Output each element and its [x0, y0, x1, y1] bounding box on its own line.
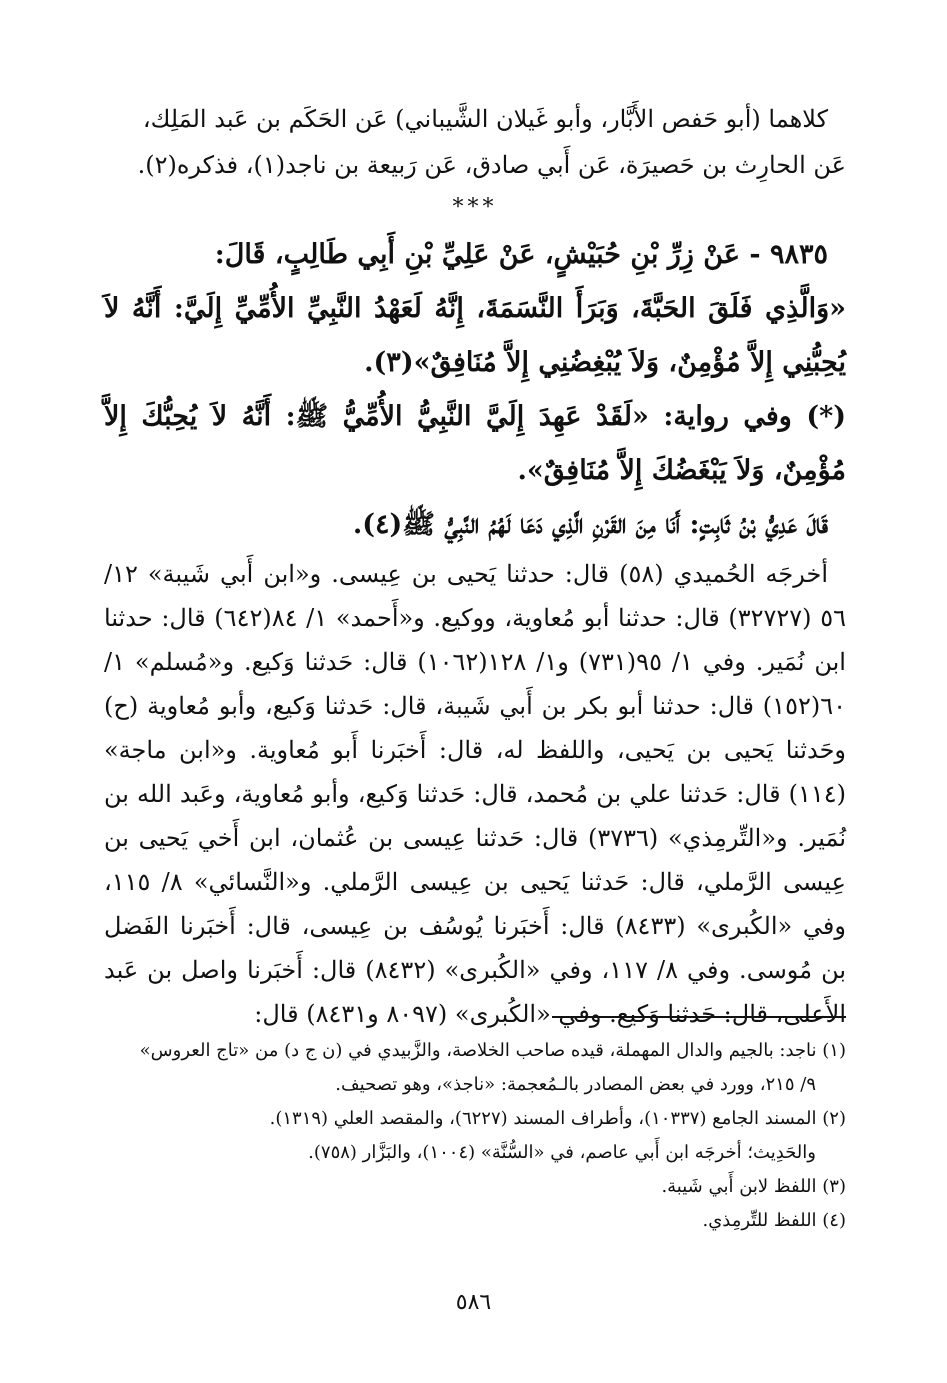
footnote-divider — [552, 1016, 846, 1018]
section-separator: *** — [452, 195, 498, 220]
takhrij-paragraph: أخرجَه الحُميدي (٥٨) قال: حدثنا يَحيى بن عِيسى. و«ابن أَبي شَيبة» ١٢/ ٥٦ (٣٢٧٢٧) قال: حدثنا أبو مُعاوية، ووكيع. و«أَحمد» ١/ ٨٤(٦٤٢) قال: حدثنا ابن نُمَير. وفي ١/ ٩٥(٧٣١) و١/ ١٢٨(١٠٦٢) قال: حَدثنا وَكيع. و«مُسلم» ١/ ٦٠(١٥٢) قال: حدثنا أبو بكر بن أَبي شَيبة، قال: حَدثنا وَكيع، وأبو مُعاوية (ح) وحَدثنا يَحيى بن يَحيى، واللفظ له، قال: أَخبَرنا أَبو مُعاوية. و«ابن ماجة» (١١٤) قال: حَدثنا علي بن مُحمد، قال: حَدثنا وَكيع، وأبو مُعاوية، وعَبد الله بن نُمَير. و«التِّرمِذي» (٣٧٣٦) قال: حَدثنا عِيسى بن عُثمان، ابن أَخي يَحيى بن عِيسى الرَّملي، قال: حَدثنا يَحيى بن عِيسى الرَّملي. و«النَّسائي» ٨/ ١١٥، وفي «الكُبرى» (٨٤٣٣) قال: أَخبَرنا يُوسُف بن عِيسى، قال: أَخبَرنا الفَضل بن مُوسى. وفي ٨/ ١١٧، وفي «الكُبرى» (٨٤٣٢) قال: أَخبَرنا واصل بن عَبد الأَعلى، قال: حَدثنا وَكيع. وفي «الكُبرى» (٨٠٩٧ و٨٤٣١) قال: — [104, 560, 847, 1028]
main-text — [104, 96, 846, 1036]
hadith-variant-narration: (*) وفي رواية: «لَقَدْ عَهِدَ إِلَيَّ النَّبِيُّ الأُمِّيُّ ﷺ: أَنَّهُ لاَ يُحِبُّكَ إِلاَّ مُؤْمِنٌ، وَلاَ يَبْغَضُكَ إِلاَّ مُنَافِقٌ». — [104, 401, 846, 486]
intro-line-1: كلاهما (أبو حَفص الأَبَّار، وأبو غَيلان الشَّيباني) عَن الحَكَم بن عَبد المَلِك، — [142, 105, 828, 133]
hadith-text: «وَالَّذِي فَلَقَ الحَبَّةَ، وَبَرَأَ النَّسَمَةَ، إِنَّهُ لَعَهْدُ النَّبِيِّ الأُمِّيِّ إِلَيَّ: أَنَّهُ لاَ يُحِبُّنِي إِلاَّ مُؤْمِنٌ، وَلاَ يُبْغِضُنِي إِلاَّ مُنَافِقٌ»(٣). — [104, 293, 846, 378]
footnote-2-line-2: والحَدِيث؛ أخرجَه ابن أَبي عاصم، في «السُّنَّة» (١٠٠٤)، والبَزَّار (٧٥٨). — [308, 1142, 816, 1163]
hadith-heading: ٩٨٣٥ - عَنْ زِرِّ بْنِ حُبَيْشٍ، عَنْ عَلِيِّ بْنِ أَبِي طَالِبٍ، قَالَ: — [214, 239, 828, 270]
intro-line-2: عَن الحارِث بن حَصيرَة، عَن أَبي صادق، عَن رَبيعة بن ناجد(١)، فذكره(٢). — [137, 151, 846, 179]
footnote-3: (٣) اللفظ لابن أَبي شَيبة. — [661, 1176, 846, 1197]
hadith-adi-statement: قَالَ عَدِيُّ بْنُ ثَابِتٍ: أَنَا مِنَ القَرْنِ الَّذِي دَعَا لَهُمُ النَّبِيُّ ﷺ(٤). — [352, 509, 828, 540]
footnote-2-line-1: (٢) المسند الجامع (١٠٣٣٧)، وأطراف المسند (٦٢٢٧)، والمقصد العلي (١٣١٩). — [269, 1108, 846, 1129]
footnote-4: (٤) اللفظ للتِّرمِذي. — [702, 1210, 846, 1231]
footnote-1-line-1: (١) ناجد: بالجيم والدال المهملة، قيده صاحب الخلاصة، والزَّبيدي في (ن ج د) من «تاج العروس» — [139, 1040, 846, 1061]
page-number: ٥٨٦ — [455, 1290, 492, 1315]
footnotes — [104, 1034, 846, 1238]
footnote-1-line-2: ٩/ ٢١٥، وورد في بعض المصادر بالـمُعجمة: «ناجذ»، وهو تصحيف. — [335, 1074, 816, 1095]
